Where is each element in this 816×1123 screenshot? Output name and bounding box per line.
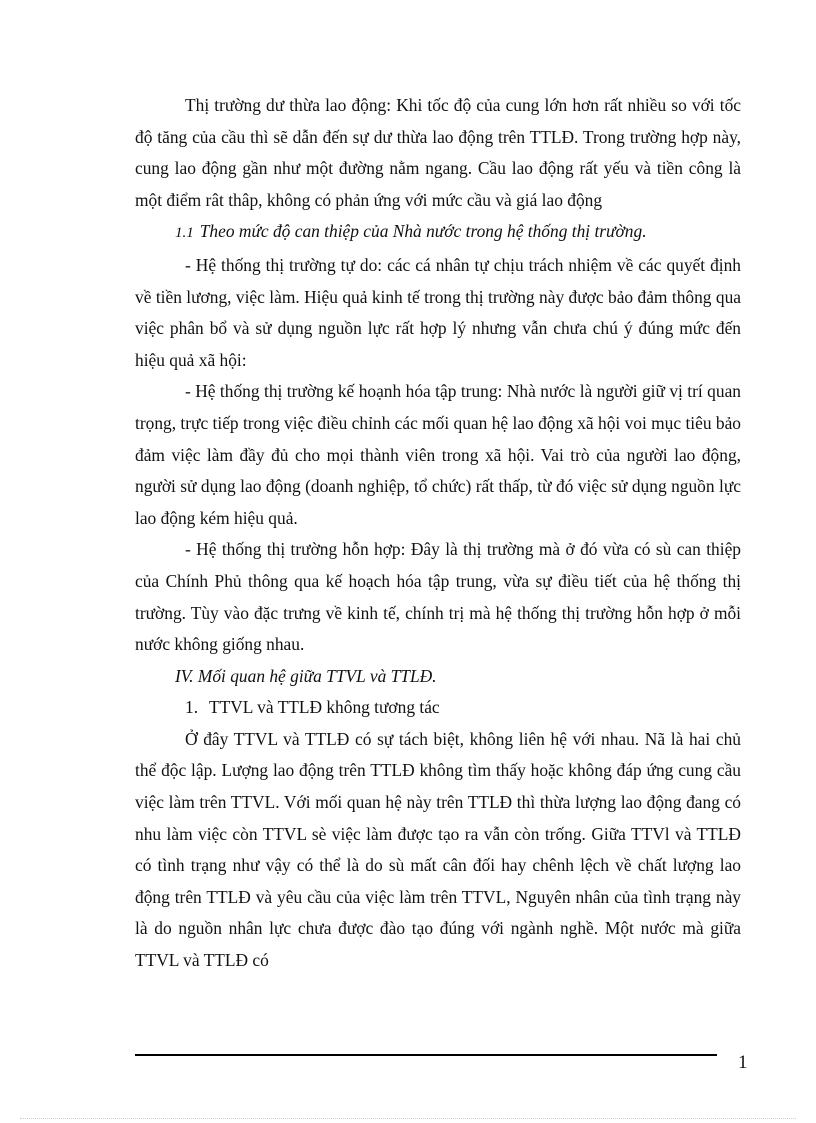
section-title: Theo mức độ can thiệp của Nhà nước trong hệ thống thị trường. [199,221,647,242]
paragraph-no-interaction: Ở đây TTVL và TTLĐ có sự tách biệt, không liên hệ với nhau. Nã là hai chủ thể độc lập. Lượng lao động trên TTLĐ không tìm thấy hoặc không đáp ứng cung cầu việc làm trên TTVL. Với mối quan hệ này trên TTLĐ thì thừa lượng lao động đang có nhu làm việc còn TTVL sè việc làm được tạo ra vẫn còn trống. Giữa TTVl và TTLĐ có tình trạng như vậy có thể là do sù mất cân đối hay chênh lệch về chất lượng lao động trên TTLĐ và yêu cầu của việc làm trên TTVL, Nguyên nhân của tình trạng này là do nguồn nhân lực chưa được đào tạo đúng với ngành nghề. Một nước mà giữa TTVL và TTLĐ có [135,728,741,971]
paragraph-labor-surplus: Thị trường dư thừa lao động: Khi tốc độ của cung lớn hơn rất nhiều so với tốc độ tăng của cầu thì sẽ dẫn đến sự dư thừa lao động trên TTLĐ. Trong trường hợp này, cung lao động gần như một đường nằm ngang. Cầu lao động rất yếu và tiền công là một điểm rât thâp, không có phản ứng với mức cầu và giá lao động [135,95,741,210]
subsection-heading-1 [135,692,741,724]
footer-rule [135,1054,717,1056]
paragraph-mixed-market: - Hệ thống thị trường hỗn hợp: Đây là thị trường mà ở đó vừa có sù can thiệp của Chính Phủ thông qua kế hoạch hóa tập trung, vừa sự điều tiết của hệ thống thị trường. Tùy vào đặc trưng về kinh tế, chính trị mà hệ thống thị trường hỗn hợp ở mỗi nước không giống nhau. [135,539,741,655]
page-edge-dotted-line [20,1118,796,1119]
subsection-title: TTVL và TTLĐ không tương tác [209,697,440,718]
paragraph-planned-market: - Hệ thống thị trường kế hoạnh hóa tập trung: Nhà nước là người giữ vị trí quan trọng, trực tiếp trong việc điều chỉnh các mối quan hệ lao động xã hội voi mục tiêu bảo đảm việc làm đầy đủ cho mọi thành viên trong xã hội. Vai trò của người lao động, người sử dụng lao động (doanh nghiệp, tổ chức) rất thấp, từ đó việc sử dụng nguồn lực lao động kém hiệu quả. [135,381,741,528]
subsection-number: 1. [185,697,199,718]
page-number: 1 [738,1052,748,1073]
section-heading-1-1 [135,216,741,250]
paragraph-free-market: - Hệ thống thị trường tự do: các cá nhân tự chịu trách nhiệm về các quyết định về tiền lương, việc làm. Hiệu quả kinh tế trong thị trường này được bảo đảm thông qua việc phân bổ và sử dụng nguồn lực rất hợp lý nhưng vẫn chưa chú ý đúng mức đến hiệu quả xã hội: [135,254,741,370]
section-heading-iv: IV. Mối quan hệ giữa TTVL và TTLĐ. [175,665,437,686]
section-number: 1.1 [175,225,194,242]
body-text [135,90,741,977]
